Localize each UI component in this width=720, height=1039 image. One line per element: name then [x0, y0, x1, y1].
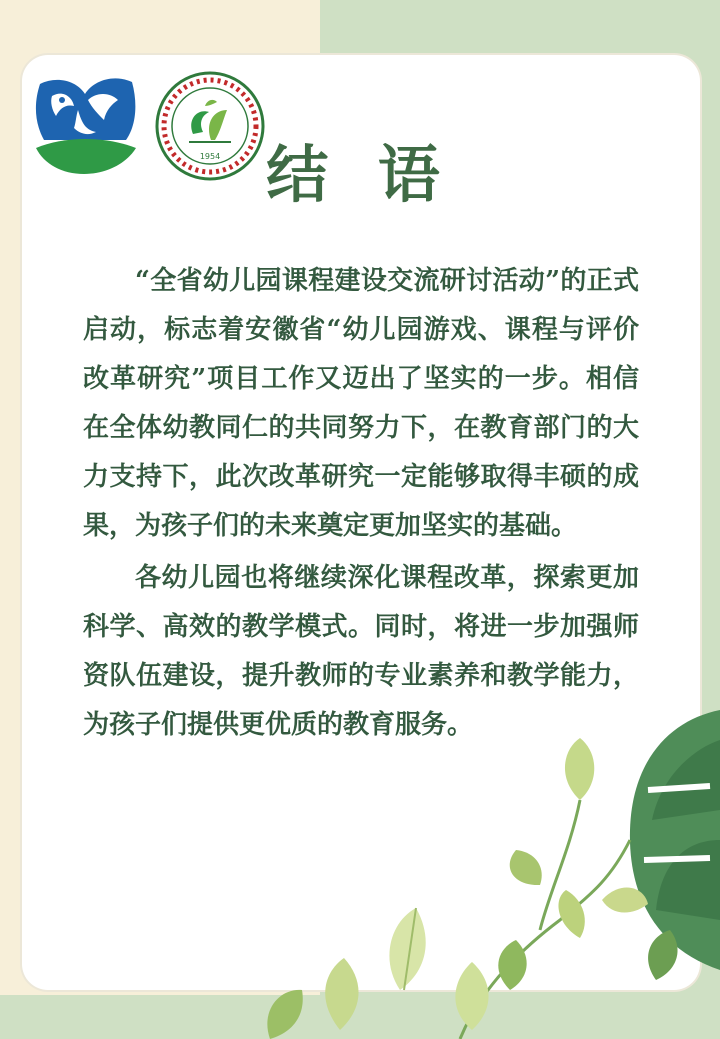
seal-year-wrap: [153, 70, 267, 182]
paragraph-1: “全省幼儿园课程建设交流研讨活动”的正式启动，标志着安徽省“幼儿园游戏、课程与评价改革研究”项目工作又迈出了坚实的一步。相信在全体幼教同仁的共同努力下，在教育部门的大力支持下，此次改革研究一定能够取得丰硕的成果，为孩子们的未来奠定更加坚实的基础。: [83, 266, 639, 541]
seal-year: 1954: [199, 152, 221, 161]
bird-logo-icon: [26, 70, 144, 178]
body-text: [83, 257, 639, 753]
paragraph-2: 各幼儿园也将继续深化课程改革，探索更加科学、高效的教学模式。同时，将进一步加强师资队伍建设，提升教师的专业素养和教学能力，为孩子们提供更优质的教育服务。: [83, 563, 639, 740]
leaf-plant-decoration-icon: [240, 690, 720, 1039]
page-title: 结 语: [266, 138, 454, 211]
